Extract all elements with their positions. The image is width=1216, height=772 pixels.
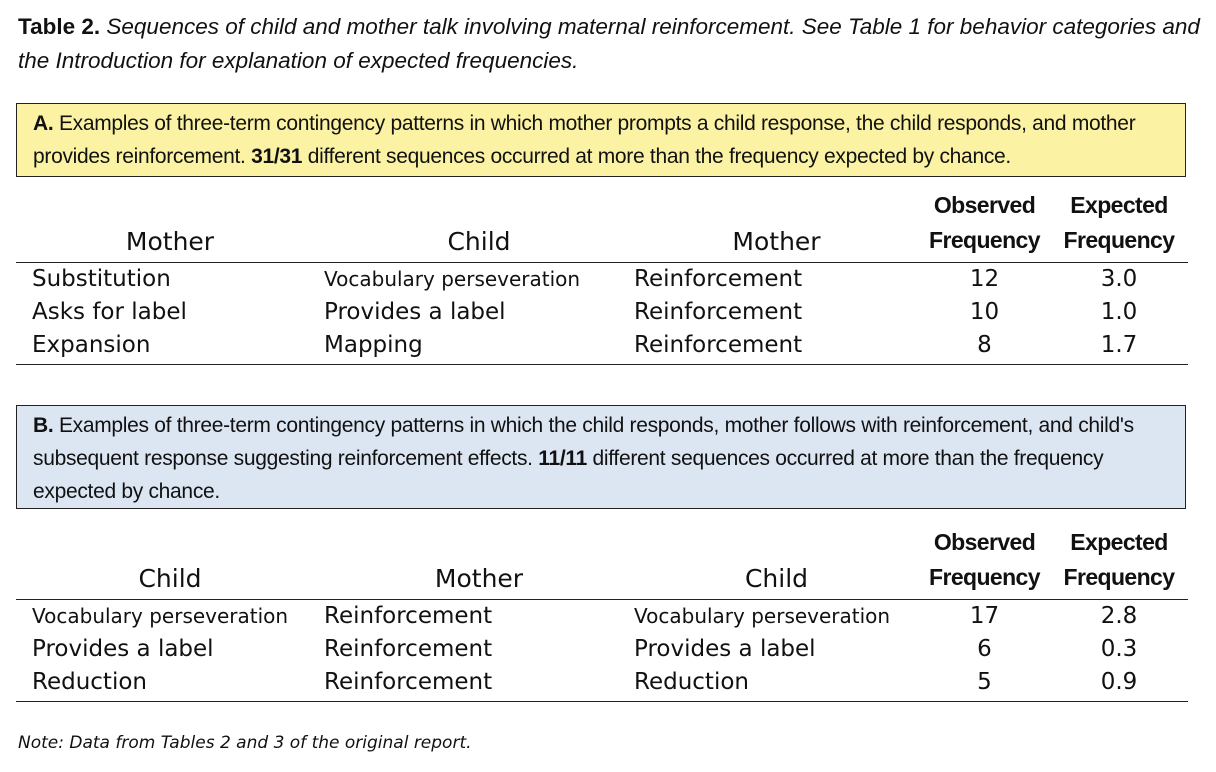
cell-col-3: Vocabulary perseveration <box>634 604 891 628</box>
header-col-2: Mother <box>324 525 634 600</box>
cell-observed: 5 <box>919 666 1050 702</box>
section-a-letter: A. <box>33 112 54 135</box>
table-row <box>16 329 1188 365</box>
cell-col-1: Vocabulary perseveration <box>32 604 289 628</box>
cell-col-3: Provides a label <box>634 636 816 662</box>
section-b-letter: B. <box>33 414 54 437</box>
section-b-description <box>16 405 1186 509</box>
cell-col-3: Reduction <box>634 666 919 702</box>
cell-col-1: Asks for label <box>32 299 187 325</box>
header-observed-line-1: Observed <box>933 529 1036 555</box>
header-col-3: Child <box>634 525 919 600</box>
header-expected-frequency <box>1050 525 1188 600</box>
cell-observed: 8 <box>919 329 1050 365</box>
cell-expected: 0.3 <box>1100 636 1138 662</box>
header-col-1: Mother <box>16 188 324 263</box>
header-expected-frequency <box>1050 188 1188 263</box>
caption-text: Sequences of child and mother talk involving maternal reinforcement. See Table 1 for behavior categories and the Introduction for explanation of expected frequencies. <box>18 14 1200 73</box>
header-col-1: Child <box>16 525 324 600</box>
cell-col-2: Vocabulary perseveration <box>324 267 581 291</box>
section-a-table <box>16 188 1188 365</box>
header-expected-line-1: Expected <box>1070 192 1168 218</box>
cell-expected: 3.0 <box>1100 266 1138 292</box>
table-row <box>16 666 1188 702</box>
cell-col-1: Expansion <box>16 329 324 365</box>
cell-col-2: Reinforcement <box>324 636 493 662</box>
cell-col-3: Reinforcement <box>634 329 919 365</box>
table-note: Note: Data from Tables 2 and 3 of the original report. <box>18 733 472 753</box>
cell-col-1: Reduction <box>16 666 324 702</box>
cell-col-2: Mapping <box>324 329 634 365</box>
cell-col-1: Provides a label <box>32 636 214 662</box>
cell-observed: 10 <box>969 299 1000 325</box>
cell-col-1: Substitution <box>32 266 171 292</box>
header-observed-line-2: Frequency <box>929 564 1040 590</box>
cell-col-3: Reinforcement <box>634 299 803 325</box>
table-row <box>16 633 1188 666</box>
cell-col-3: Reinforcement <box>634 266 803 292</box>
header-col-3: Mother <box>634 188 919 263</box>
header-observed-line-2: Frequency <box>929 227 1040 253</box>
table-caption <box>18 10 1203 78</box>
cell-expected: 1.7 <box>1050 329 1188 365</box>
header-row <box>16 188 1188 263</box>
cell-col-2: Reinforcement <box>324 603 493 629</box>
header-row <box>16 525 1188 600</box>
header-col-2: Child <box>324 188 634 263</box>
cell-expected: 1.0 <box>1100 299 1138 325</box>
cell-col-2: Provides a label <box>324 299 506 325</box>
header-expected-line-2: Frequency <box>1063 564 1175 590</box>
section-b-table <box>16 525 1188 702</box>
cell-observed: 6 <box>977 636 992 662</box>
section-b-text-after: different sequences occurred at more than the frequency expected by chance. <box>33 447 1104 503</box>
header-observed-line-1: Observed <box>933 192 1036 218</box>
cell-observed: 12 <box>969 266 1000 292</box>
section-a-text-after: different sequences occurred at more than the frequency expected by chance. <box>307 145 1011 168</box>
table-row <box>16 263 1188 297</box>
cell-col-2: Reinforcement <box>324 666 634 702</box>
section-b-text-before: Examples of three-term contingency patterns in which the child responds, mother follows with reinforcement, and child's subsequent response suggesting reinforcement effects. <box>33 414 1134 470</box>
section-a-count: 31/31 <box>251 145 303 168</box>
header-expected-line-2: Frequency <box>1063 227 1175 253</box>
section-a-text-before: Examples of three-term contingency patterns in which mother prompts a child response, the child responds, and mother provides reinforcement. <box>33 112 1136 168</box>
cell-expected: 2.8 <box>1100 603 1138 629</box>
header-observed-frequency <box>919 188 1050 263</box>
header-observed-frequency <box>919 525 1050 600</box>
caption-label: Table 2. <box>18 14 101 39</box>
section-b-count: 11/11 <box>538 447 587 470</box>
table-row <box>16 600 1188 634</box>
section-a-description <box>16 103 1186 177</box>
cell-expected: 0.9 <box>1050 666 1188 702</box>
header-expected-line-1: Expected <box>1070 529 1168 555</box>
cell-observed: 17 <box>969 603 1000 629</box>
table-row <box>16 296 1188 329</box>
